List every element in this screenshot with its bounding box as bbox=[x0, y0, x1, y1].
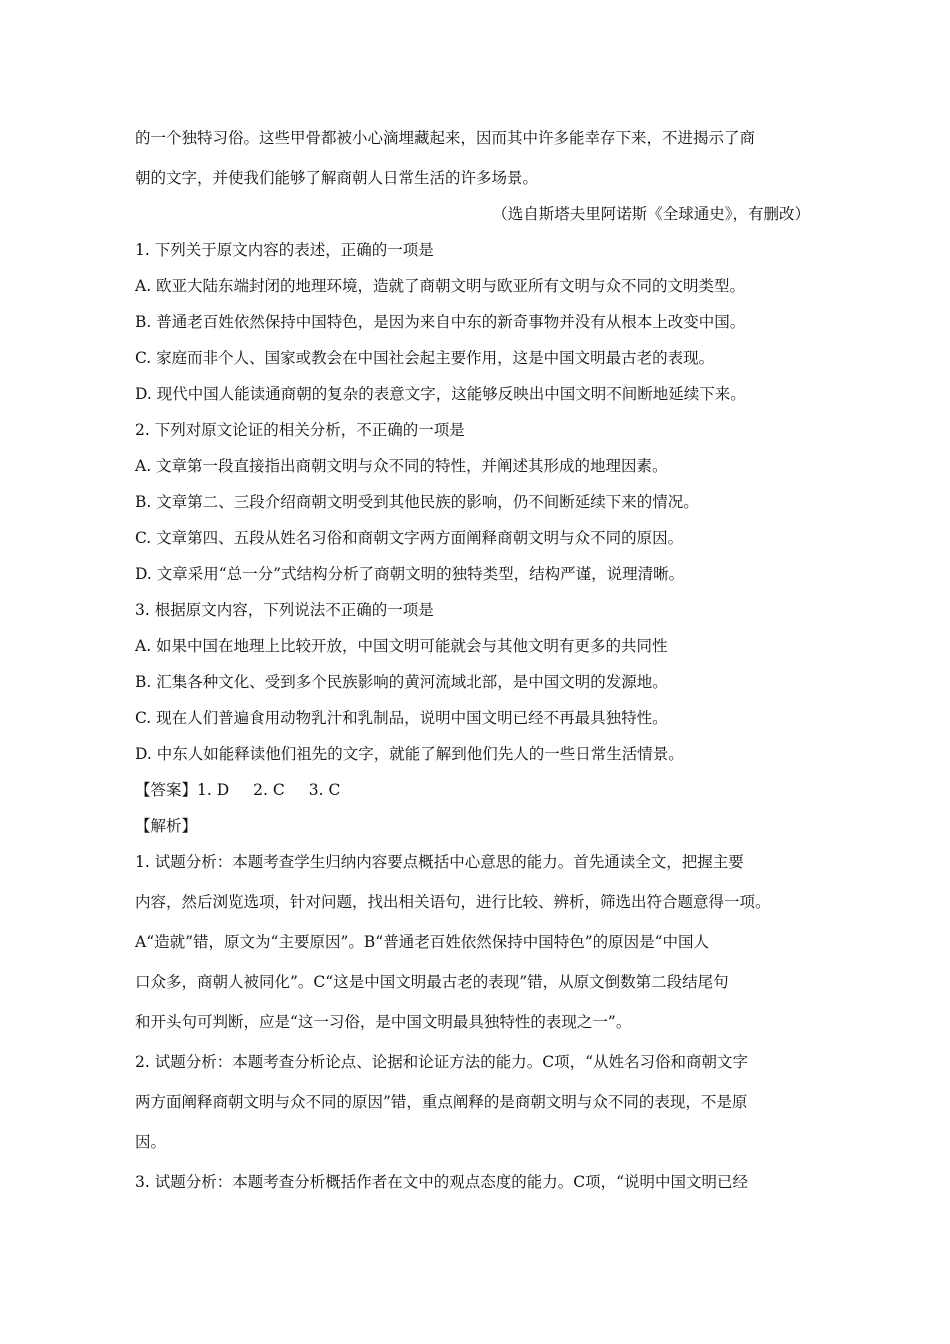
analysis-label: 【解析】 bbox=[135, 817, 198, 835]
answer-label: 【答案】 bbox=[135, 781, 198, 799]
analysis-line-8: 因。 bbox=[135, 1133, 167, 1151]
analysis-line-5: 和开头句可判断，应是“这一习俗，是中国文明最具独特性的表现之一”。 bbox=[135, 1013, 632, 1031]
question-1-stem: 1. 下列关于原文内容的表述，正确的一项是 bbox=[135, 241, 434, 259]
question-2-stem: 2. 下列对原文论证的相关分析，不正确的一项是 bbox=[135, 421, 465, 439]
question-2-option-b: B. 文章第二、三段介绍商朝文明受到其他民族的影响，仍不间断延续下来的情况。 bbox=[135, 493, 699, 511]
question-1-option-b: B. 普通老百姓依然保持中国特色，是因为来自中东的新奇事物并没有从根本上改变中国。 bbox=[135, 313, 746, 331]
analysis-line-3: A“造就”错，原文为“主要原因”。B“普通老百姓依然保持中国特色”的原因是“中国人 bbox=[135, 933, 710, 951]
question-2-option-d: D. 文章采用“总一分”式结构分析了商朝文明的独特类型，结构严谨，说理清晰。 bbox=[135, 565, 685, 583]
analysis-line-1: 1. 试题分析：本题考查学生归纳内容要点概括中心意思的能力。首先通读全文，把握主要 bbox=[135, 853, 744, 871]
analysis-line-4: 口众多，商朝人被同化”。C“这是中国文明最古老的表现”错，从原文倒数第二段结尾句 bbox=[135, 973, 729, 991]
analysis-line-6: 2. 试题分析：本题考查分析论点、论据和论证方法的能力。C项，“从姓名习俗和商朝文字 bbox=[135, 1053, 749, 1071]
analysis-line-7: 两方面阐释商朝文明与众不同的原因”错，重点阐释的是商朝文明与众不同的表现，不是原 bbox=[135, 1093, 748, 1111]
passage-line-2: 朝的文字，并使我们能够了解商朝人日常生活的许多场景。 bbox=[135, 169, 539, 187]
question-3-option-b: B. 汇集各种文化、受到多个民族影响的黄河流域北部，是中国文明的发源地。 bbox=[135, 673, 668, 691]
analysis-line-2: 内容，然后浏览选项，针对问题，找出相关语句，进行比较、辨析，筛选出符合题意得一项。 bbox=[135, 893, 771, 911]
answer-3: 3. C bbox=[308, 781, 341, 799]
question-3-stem: 3. 根据原文内容，下列说法不正确的一项是 bbox=[135, 601, 434, 619]
question-1-option-c: C. 家庭而非个人、国家或教会在中国社会起主要作用，这是中国文明最古老的表现。 bbox=[135, 349, 715, 367]
question-3-option-d: D. 中东人如能释读他们祖先的文字，就能了解到他们先人的一些日常生活情景。 bbox=[135, 745, 684, 763]
question-1-option-d: D. 现代中国人能读通商朝的复杂的表意文字，这能够反映出中国文明不间断地延续下来。 bbox=[135, 385, 746, 403]
answer-1: 1. D bbox=[197, 781, 230, 799]
analysis-line-9: 3. 试题分析：本题考查分析概括作者在文中的观点态度的能力。C项，“说明中国文明已经 bbox=[135, 1173, 749, 1191]
answer-2: 2. C bbox=[253, 781, 285, 799]
passage-line-1: 的一个独特习俗。这些甲骨都被小心滴埋藏起来，因而其中许多能幸存下来，不进揭示了商 bbox=[135, 129, 756, 147]
source-citation: （选自斯塔夫里阿诺斯《全球通史》，有删改） bbox=[492, 205, 810, 223]
question-3-option-a: A. 如果中国在地理上比较开放，中国文明可能就会与其他文明有更多的共同性 bbox=[135, 637, 668, 655]
answer-line bbox=[135, 780, 825, 800]
question-3-option-c: C. 现在人们普遍食用动物乳汁和乳制品，说明中国文明已经不再最具独特性。 bbox=[135, 709, 668, 727]
question-2-option-a: A. 文章第一段直接指出商朝文明与众不同的特性，并阐述其形成的地理因素。 bbox=[135, 457, 668, 475]
question-1-option-a: A. 欧亚大陆东端封闭的地理环境，造就了商朝文明与欧亚所有文明与众不同的文明类型。 bbox=[135, 277, 746, 295]
question-2-option-c: C. 文章第四、五段从姓名习俗和商朝文字两方面阐释商朝文明与众不同的原因。 bbox=[135, 529, 684, 547]
